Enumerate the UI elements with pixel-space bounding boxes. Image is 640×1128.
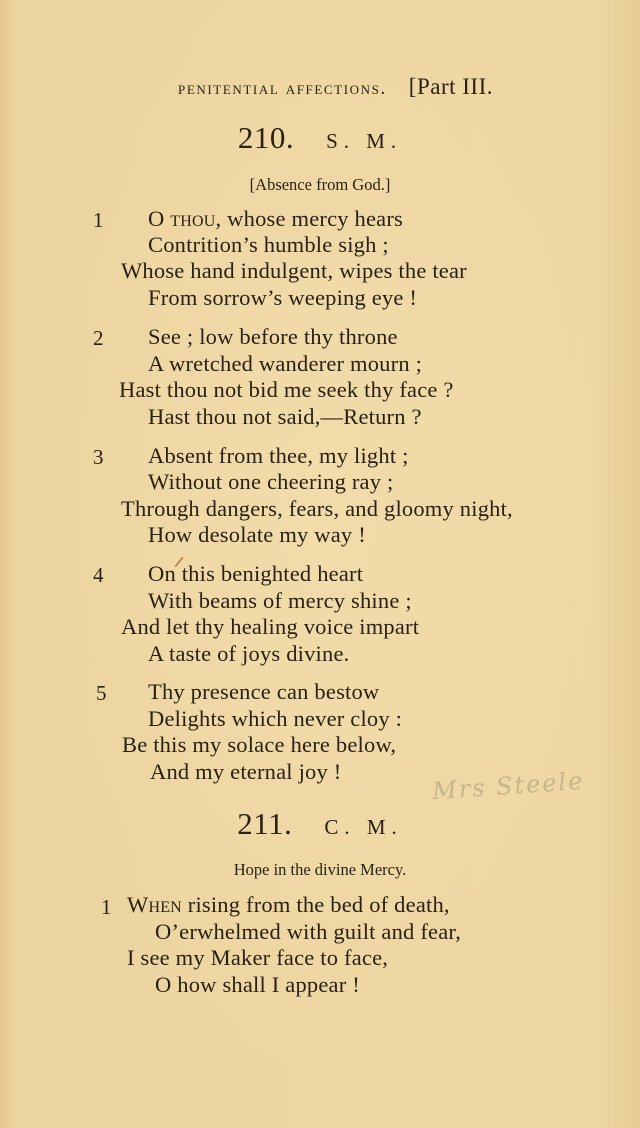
verse-line: With beams of mercy shine ; — [148, 588, 412, 613]
verse-number: 2 — [93, 326, 104, 350]
verse-line: Whose hand indulgent, wipes the tear — [121, 258, 467, 283]
hymn-number: 211. — [237, 806, 293, 841]
hymn-number: 210. — [237, 120, 295, 155]
hymn-heading — [0, 806, 640, 842]
part-label: [Part III. — [408, 74, 493, 99]
verse-line: Without one cheering ray ; — [148, 469, 394, 494]
verse-line: See ; low before thy throne — [148, 324, 398, 349]
verse-line: And my eternal joy ! — [150, 759, 342, 784]
hymn-meter: S. M. — [326, 129, 403, 153]
running-title: penitential affections. — [178, 78, 387, 99]
verse-line: Through dangers, fears, and gloomy night, — [121, 496, 513, 521]
verse-line: And let thy healing voice impart — [121, 614, 420, 639]
verse-line: Absent from thee, my light ; — [148, 443, 409, 468]
verse-line: Thy presence can bestow — [148, 679, 380, 704]
verse-line: Hast thou not bid me seek thy face ? — [119, 377, 454, 402]
hymn-meter: C. M. — [324, 815, 403, 839]
verse-line: Hast thou not said,—Return ? — [148, 404, 422, 429]
verse-line: When rising from the bed of death, — [127, 892, 450, 917]
verse-line: O thou, whose mercy hears — [148, 206, 404, 231]
verse-line: A wretched wanderer mourn ; — [148, 351, 423, 376]
verse-line: Delights which never cloy : — [148, 706, 403, 731]
hymn-subtitle: Hope in the divine Mercy. — [233, 860, 407, 879]
verse-line: I see my Maker face to face, — [127, 945, 389, 970]
verse-number: 1 — [93, 208, 104, 232]
verse-line: How desolate my way ! — [148, 522, 366, 547]
verse-number: 3 — [93, 445, 104, 469]
hymn-subtitle: [Absence from God.] — [249, 175, 391, 194]
verse-line: A taste of joys divine. — [148, 641, 350, 666]
verse-line: On this benighted heart — [148, 561, 364, 586]
handwritten-annotation: Mrs Steele — [431, 766, 586, 806]
verse-number: 1 — [101, 895, 112, 919]
verse-line: From sorrow’s weeping eye ! — [148, 285, 418, 310]
verse-line: Contrition’s humble sigh ; — [148, 232, 389, 257]
running-header — [178, 74, 493, 100]
verse-line: O’erwhelmed with guilt and fear, — [155, 919, 462, 944]
verse-number: 5 — [96, 681, 107, 705]
verse-number: 4 — [93, 563, 104, 587]
verse-line: Be this my solace here below, — [122, 732, 397, 757]
hymn-heading — [0, 120, 640, 156]
verse-line: O how shall I appear ! — [155, 972, 360, 997]
